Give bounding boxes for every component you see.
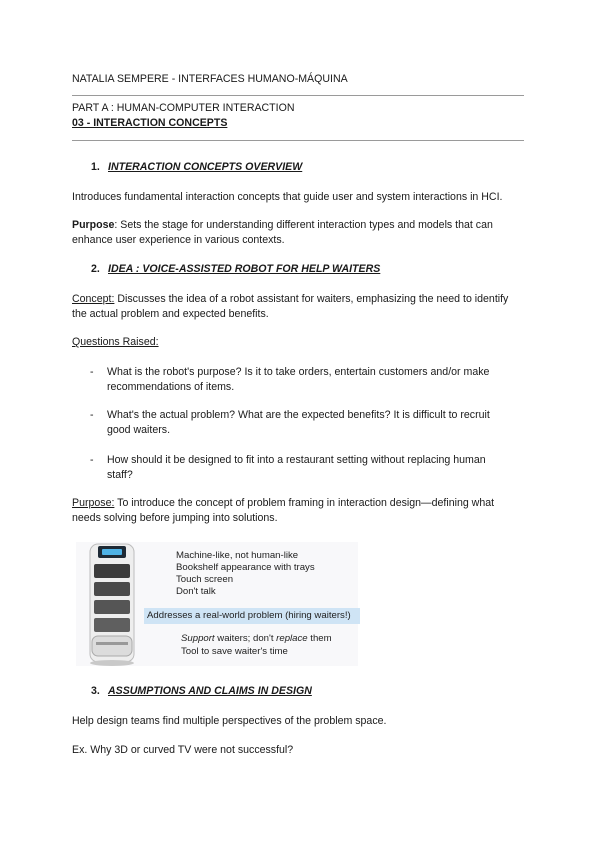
purpose-text: To introduce the concept of problem framing in interaction design—defining what needs solving before jumping into solutions. (72, 497, 495, 524)
figure-note: Don't talk (176, 586, 216, 597)
support-end: them (307, 633, 332, 644)
robot-image (80, 542, 144, 666)
purpose-text: : Sets the stage for understanding different interaction types and models that can enhance user experience in various contexts. (72, 219, 493, 246)
section-1-purpose (72, 218, 522, 248)
purpose-label: Purpose (72, 219, 115, 231)
section-3-text-1: Help design teams find multiple perspectives of the problem space. (72, 715, 387, 727)
part-title: PART A : HUMAN-COMPUTER INTERACTION (72, 102, 295, 114)
bullet-dash: - (90, 454, 94, 466)
section-1-title: INTERACTION CONCEPTS OVERVIEW (108, 161, 303, 173)
author-title: NATALIA SEMPERE - INTERFACES HUMANO-MÁQUINA (72, 73, 348, 85)
section-2-purpose (72, 496, 524, 526)
section-2-title: IDEA : VOICE-ASSISTED ROBOT FOR HELP WAITERS (108, 263, 381, 275)
support-word: Support (181, 633, 215, 644)
concept-text: Discusses the idea of a robot assistant for waiters, emphasizing the need to identify the actual problem and expected benefits. (72, 293, 509, 320)
header-divider (72, 95, 524, 96)
section-2-heading (91, 263, 380, 275)
bullet-dash: - (90, 366, 94, 378)
figure-note: Machine-like, not human-like (176, 550, 299, 561)
question-text: How should it be designed to fit into a restaurant setting without replacing human staff? (107, 454, 486, 481)
section-1-heading (91, 161, 302, 173)
bullet-dash: - (90, 409, 94, 421)
chapter-divider (72, 140, 524, 141)
concept-label: Concept: (72, 293, 115, 305)
figure-note: Bookshelf appearance with trays (176, 562, 315, 573)
questions-label: Questions Raised: (72, 336, 159, 348)
robot-figure (76, 542, 358, 666)
support-mid: waiters; don't (214, 633, 277, 644)
question-text: What is the robot's purpose? Is it to take orders, entertain customers and/or make recommendations of items. (107, 366, 490, 393)
highlight-text: Addresses a real-world problem (hiring waiters!) (147, 610, 351, 621)
section-3-text-2: Ex. Why 3D or curved TV were not successful? (72, 744, 294, 756)
section-2-number: 2. (91, 263, 100, 275)
tool-line: Tool to save waiter's time (181, 646, 288, 657)
purpose-label: Purpose: (72, 497, 115, 509)
support-line (181, 633, 332, 645)
section-3-number: 3. (91, 685, 100, 697)
section-1-intro: Introduces fundamental interaction concepts that guide user and system interactions in HCI. (72, 191, 503, 203)
replace-word: replace (276, 633, 308, 644)
figure-note: Touch screen (176, 574, 234, 585)
chapter-title: 03 - INTERACTION CONCEPTS (72, 117, 228, 129)
concept-paragraph (72, 292, 512, 322)
question-text: What's the actual problem? What are the expected benefits? It is difficult to recruit good waiters. (107, 409, 490, 436)
section-3-title: ASSUMPTIONS AND CLAIMS IN DESIGN (108, 685, 312, 697)
section-3-heading (91, 685, 312, 697)
section-1-number: 1. (91, 161, 100, 173)
